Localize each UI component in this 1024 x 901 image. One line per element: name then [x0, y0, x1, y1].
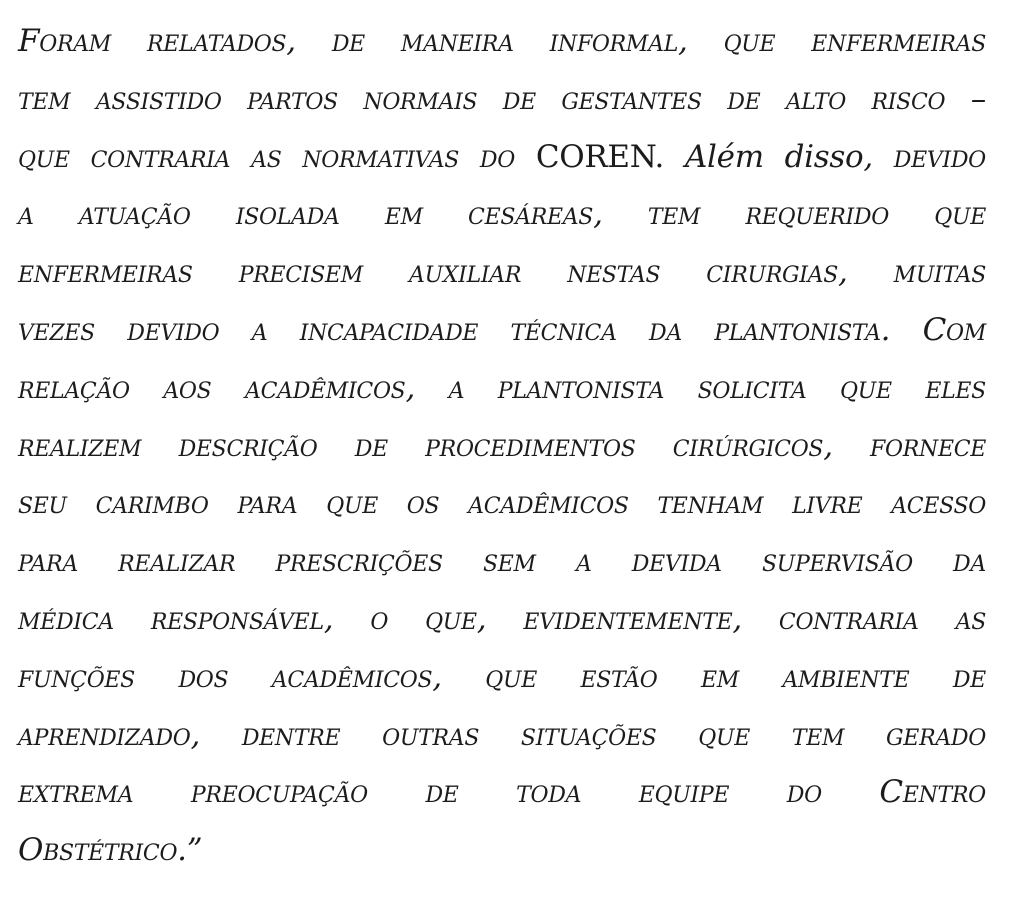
text-line-11 [18, 592, 986, 650]
word: normais [363, 80, 478, 117]
word: supervisão [761, 543, 913, 580]
word: alto [785, 80, 847, 117]
word: evidentemente, [523, 600, 742, 637]
word: carimbo [95, 485, 209, 522]
word: acadêmicos, [271, 658, 442, 695]
word: procedimentos [425, 427, 636, 464]
word: as [251, 138, 282, 175]
word: tenham [657, 485, 764, 522]
word: contraria [778, 600, 919, 637]
word: nestas [567, 254, 661, 291]
word: que [485, 658, 538, 695]
word: enfermeiras [811, 23, 986, 59]
word: isolada [235, 196, 340, 233]
word: aprendizado, [18, 716, 200, 753]
word: ambiente [782, 658, 910, 695]
word: relatados, [146, 23, 296, 59]
word: que [840, 369, 892, 406]
word: do [479, 138, 515, 175]
word: contraria [90, 138, 231, 175]
word-coren: COREN. [535, 138, 665, 175]
word: assistido [95, 80, 222, 117]
word: de [952, 658, 986, 695]
word: plantonista [497, 369, 665, 406]
word: para [18, 543, 78, 580]
word: tem [647, 196, 701, 233]
text-line-1 [18, 14, 986, 72]
word: médica [18, 600, 114, 637]
text-line-7 [18, 361, 986, 419]
word-italic: Além [684, 138, 764, 175]
word: a [448, 369, 465, 406]
word: de [331, 23, 365, 59]
text-line-12 [18, 650, 986, 708]
word: funções [18, 658, 135, 695]
word: devido [127, 311, 220, 348]
word: solicita [697, 369, 807, 406]
word: Obstétrico.” [18, 832, 203, 869]
word: relação [18, 369, 130, 406]
word: plantonista. [714, 311, 891, 348]
word: Com [922, 311, 986, 348]
word: livre [792, 485, 863, 522]
word: vezes [18, 311, 95, 348]
word: equipe [638, 774, 730, 811]
word: a [18, 196, 34, 233]
word: cesáreas, [468, 196, 603, 233]
text-line-5 [18, 245, 986, 303]
text-line-14 [18, 765, 986, 823]
word: que [723, 23, 776, 59]
word: fornece [870, 427, 986, 464]
word: outras [382, 716, 480, 753]
word: precisem [238, 254, 363, 291]
word: eles [925, 369, 986, 406]
word: o [370, 600, 389, 637]
text-line-15 [18, 823, 986, 881]
word: as [955, 600, 986, 637]
word: incapacidade [299, 311, 479, 348]
word: enfermeiras [18, 254, 193, 291]
word: de [502, 80, 536, 117]
word: muitas [893, 254, 986, 291]
word: seu [18, 485, 67, 522]
word: atuação [78, 196, 191, 233]
word: tem [18, 80, 71, 117]
word: sem [483, 543, 536, 580]
text-line-4 [18, 187, 986, 245]
word: acadêmicos [468, 485, 629, 522]
word: risco [871, 80, 946, 117]
word: técnica [510, 311, 617, 348]
word: informal, [549, 23, 688, 59]
word: Foram [18, 23, 112, 59]
word: em [384, 196, 423, 233]
text-line-8 [18, 419, 986, 477]
word: Centro [879, 774, 986, 811]
word: devida [631, 543, 722, 580]
word: que [326, 485, 378, 522]
word: tem [791, 716, 845, 753]
word: que [934, 196, 986, 233]
word: que [18, 138, 70, 175]
word: dentre [241, 716, 341, 753]
word: situações [520, 716, 657, 753]
text-line-2 [18, 72, 986, 130]
word: da [649, 311, 682, 348]
word: que, [425, 600, 487, 637]
word: requerido [745, 196, 889, 233]
word: realizem [18, 427, 142, 464]
word: dos [178, 658, 229, 695]
word: gestantes [561, 80, 702, 117]
word: para [237, 485, 298, 522]
word: acesso [891, 485, 986, 522]
word: aos [163, 369, 212, 406]
word: extrema [18, 774, 134, 811]
word: auxiliar [409, 254, 522, 291]
word-italic: disso, [784, 138, 873, 175]
text-line-13 [18, 708, 986, 766]
word: os [406, 485, 440, 522]
word: realizar [118, 543, 236, 580]
word: a [575, 543, 592, 580]
word: devido [893, 138, 986, 175]
word: descrição [178, 427, 318, 464]
word: que [698, 716, 750, 753]
word: maneira [400, 23, 514, 59]
word: de [354, 427, 388, 464]
word: em [700, 658, 739, 695]
dash: – [970, 80, 986, 117]
word: partos [247, 80, 338, 117]
word: do [786, 774, 822, 811]
text-line-3 [18, 130, 986, 188]
word: a [251, 311, 268, 348]
word: gerado [886, 716, 986, 753]
word: responsável, [150, 600, 334, 637]
word: da [953, 543, 986, 580]
word: estão [580, 658, 658, 695]
word: de [425, 774, 459, 811]
word: acadêmicos, [244, 369, 416, 406]
word: prescrições [275, 543, 443, 580]
quoted-paragraph [18, 14, 986, 881]
word: cirurgias, [706, 254, 848, 291]
word: normativas [302, 138, 460, 175]
text-line-9 [18, 476, 986, 534]
word: cirúrgicos, [672, 427, 833, 464]
word: preocupação [190, 774, 368, 811]
word: de [727, 80, 761, 117]
word: toda [516, 774, 582, 811]
text-line-6 [18, 303, 986, 361]
text-line-10 [18, 534, 986, 592]
